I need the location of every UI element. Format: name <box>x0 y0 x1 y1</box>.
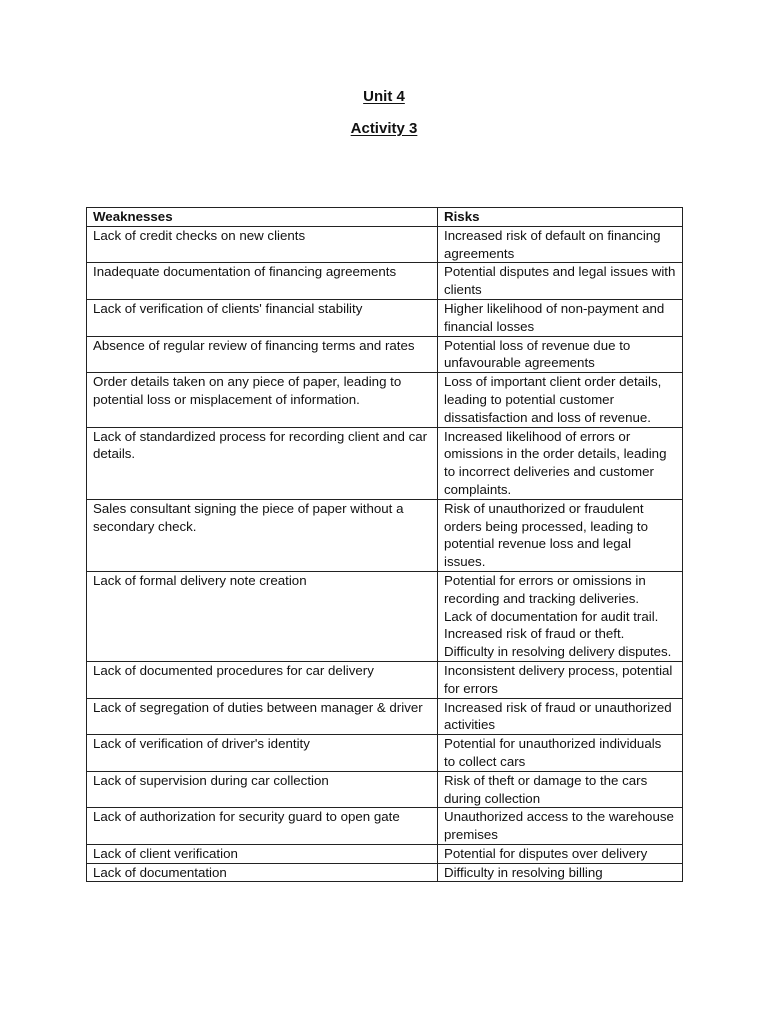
header-risks: Risks <box>438 208 683 227</box>
weaknesses-risks-table <box>86 207 683 882</box>
weakness-cell: Order details taken on any piece of paper, leading to potential loss or misplacement of information. <box>87 373 438 427</box>
risk-text: Difficulty in resolving delivery disputes. <box>444 644 672 660</box>
risk-cell <box>438 771 683 808</box>
risk-text: Inconsistent delivery process, potential for errors <box>444 662 673 696</box>
table-row <box>87 844 683 863</box>
risk-cell <box>438 299 683 336</box>
risk-cell <box>438 263 683 300</box>
weakness-cell: Lack of documentation <box>87 863 438 882</box>
table-row <box>87 735 683 772</box>
risk-text: Increased risk of fraud or unauthorized activities <box>444 699 672 733</box>
weakness-cell: Lack of verification of clients' financial stability <box>87 299 438 336</box>
table-row <box>87 299 683 336</box>
weakness-cell: Lack of segregation of duties between manager & driver <box>87 698 438 735</box>
risk-text: Potential for disputes over delivery <box>444 845 648 861</box>
risk-cell <box>438 226 683 263</box>
risk-cell <box>438 427 683 499</box>
table-row <box>87 499 683 571</box>
risk-text: Unauthorized access to the warehouse premises <box>444 809 674 843</box>
weakness-cell: Lack of authorization for security guard to open gate <box>87 808 438 845</box>
weakness-cell: Lack of documented procedures for car delivery <box>87 661 438 698</box>
weakness-cell: Sales consultant signing the piece of paper without a secondary check. <box>87 499 438 571</box>
risk-text: Difficulty in resolving billing <box>444 864 603 880</box>
table-row <box>87 373 683 427</box>
table-row <box>87 698 683 735</box>
header-weaknesses: Weaknesses <box>87 208 438 227</box>
risk-text: Lack of documentation for audit trail. <box>444 608 659 624</box>
risk-text: Increased risk of default on financing agreements <box>444 227 661 261</box>
risk-cell <box>438 863 683 882</box>
risk-cell <box>438 571 683 661</box>
risk-text: Increased likelihood of errors or omissions in the order details, leading to incorrect deliveries and customer complaints. <box>444 428 667 497</box>
risk-cell <box>438 698 683 735</box>
risk-text: Risk of theft or damage to the cars during collection <box>444 772 648 806</box>
weakness-cell: Inadequate documentation of financing agreements <box>87 263 438 300</box>
risk-text: Potential disputes and legal issues with clients <box>444 264 676 298</box>
table-header-row <box>87 208 683 227</box>
unit-title: Unit 4 <box>363 88 405 105</box>
risk-cell <box>438 499 683 571</box>
table-row <box>87 863 683 882</box>
table-row <box>87 427 683 499</box>
risk-text: Potential loss of revenue due to unfavourable agreements <box>444 337 631 371</box>
risk-cell <box>438 336 683 373</box>
weakness-cell: Lack of credit checks on new clients <box>87 226 438 263</box>
risk-text: Increased risk of fraud or theft. <box>444 626 625 642</box>
activity-title: Activity 3 <box>350 120 418 137</box>
table-body <box>87 226 683 882</box>
risk-cell <box>438 808 683 845</box>
table-row <box>87 263 683 300</box>
weakness-cell: Lack of formal delivery note creation <box>87 571 438 661</box>
risk-text: Higher likelihood of non-payment and financial losses <box>444 300 665 334</box>
risk-cell <box>438 844 683 863</box>
weakness-cell: Lack of client verification <box>87 844 438 863</box>
weakness-cell: Absence of regular review of financing terms and rates <box>87 336 438 373</box>
weakness-cell: Lack of supervision during car collection <box>87 771 438 808</box>
table-row <box>87 808 683 845</box>
weakness-cell: Lack of standardized process for recording client and car details. <box>87 427 438 499</box>
risk-text: Risk of unauthorized or fraudulent orders being processed, leading to potential revenue loss and legal issues. <box>444 500 649 570</box>
table-row <box>87 771 683 808</box>
table-row <box>87 661 683 698</box>
table-row <box>87 336 683 373</box>
weakness-cell: Lack of verification of driver's identity <box>87 735 438 772</box>
table-row <box>87 226 683 263</box>
table-row <box>87 571 683 661</box>
risk-cell <box>438 735 683 772</box>
risk-text: Loss of important client order details, leading to potential customer dissatisfaction and loss of revenue. <box>444 374 662 425</box>
risk-cell <box>438 661 683 698</box>
risk-text: Potential for unauthorized individuals to collect cars <box>444 736 662 769</box>
risk-cell <box>438 373 683 427</box>
risk-text: Potential for errors or omissions in recording and tracking deliveries. <box>444 572 646 606</box>
